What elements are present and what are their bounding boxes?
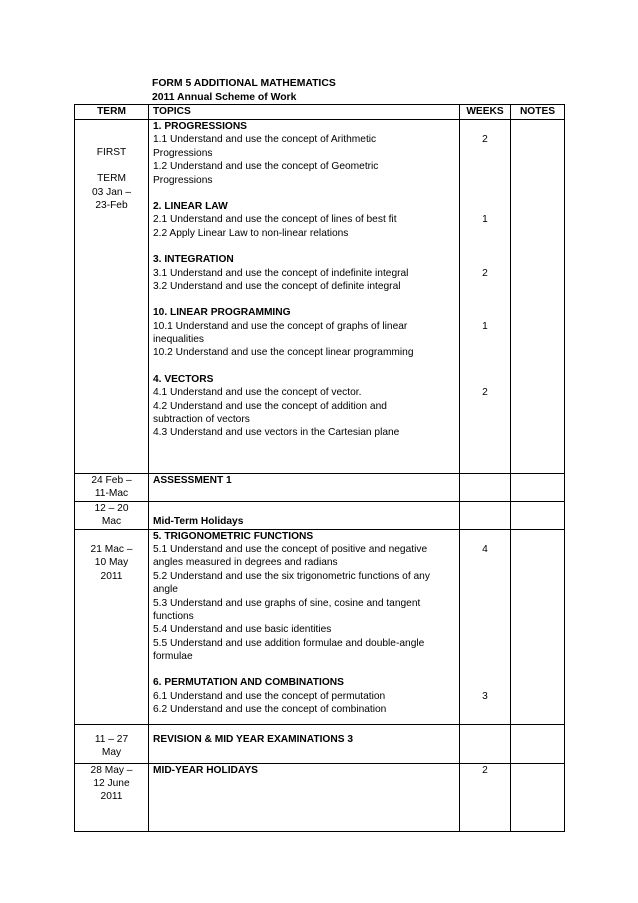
weeks-cell [460, 724, 511, 763]
weeks-value: 2 [482, 134, 488, 146]
weeks-cell [460, 474, 511, 502]
notes-cell [511, 724, 565, 763]
topic-line: 5.5 Understand and use addition formulae and double-angle [153, 637, 425, 649]
term-text: 28 May – [90, 764, 133, 776]
document-header [152, 77, 336, 105]
weeks-value: 2 [482, 764, 488, 776]
term-text: 21 Mac – [90, 543, 133, 555]
topic-line: 3.1 Understand and use the concept of indefinite integral [153, 267, 409, 279]
document-subtitle: 2011 Annual Scheme of Work [152, 92, 297, 103]
topic-line: angles measured in degrees and radians [153, 557, 338, 569]
term-cell [75, 501, 149, 529]
notes-cell [511, 501, 565, 529]
column-header-term: TERM [75, 105, 149, 120]
term-text: 23-Feb [95, 200, 128, 212]
topic-line: inequalities [153, 334, 204, 346]
column-header-weeks: WEEKS [460, 105, 511, 120]
topic-line: Progressions [153, 147, 213, 159]
term-text: 03 Jan – [91, 186, 132, 198]
table-row [75, 474, 565, 502]
term-text: 2011 [100, 791, 123, 803]
topic-heading: Mid-Term Holidays [153, 516, 244, 528]
topic-line: 5.3 Understand and use graphs of sine, cosine and tangent [153, 597, 421, 609]
topic-line: 4.1 Understand and use the concept of vector. [153, 387, 362, 399]
scheme-of-work-table [74, 104, 565, 832]
term-cell [75, 474, 149, 502]
topic-line: 10.1 Understand and use the concept of graphs of linear [153, 320, 408, 332]
topic-heading: 1. PROGRESSIONS [153, 121, 247, 132]
topic-line: 5.4 Understand and use basic identities [153, 624, 332, 636]
weeks-value: 1 [482, 320, 488, 332]
term-cell [75, 763, 149, 831]
topic-line: subtraction of vectors [153, 414, 250, 426]
topic-line: angle [153, 584, 178, 596]
weeks-cell [460, 501, 511, 529]
weeks-cell [460, 763, 511, 831]
topic-line: 2.2 Apply Linear Law to non-linear relations [153, 227, 349, 239]
topic-line: 1.1 Understand and use the concept of Arithmetic [153, 134, 377, 146]
term-text: 12 – 20 [94, 502, 129, 514]
weeks-value: 1 [482, 214, 488, 226]
table-row [75, 763, 565, 831]
topic-line: 4.3 Understand and use vectors in the Cartesian plane [153, 427, 400, 439]
table-row [75, 529, 565, 724]
topic-heading: 2. LINEAR LAW [153, 200, 228, 212]
table-header-row [75, 105, 565, 120]
topic-line: functions [153, 610, 194, 622]
topic-heading: 3. INTEGRATION [153, 254, 234, 266]
notes-cell [511, 474, 565, 502]
topic-line: 10.2 Understand and use the concept linear programming [153, 347, 414, 359]
term-text: 11 – 27 [94, 733, 129, 745]
topic-line: 3.2 Understand and use the concept of definite integral [153, 280, 401, 292]
topic-heading: 4. VECTORS [153, 373, 214, 385]
topic-heading: ASSESSMENT 1 [153, 475, 232, 486]
topic-line: 2.1 Understand and use the concept of lines of best fit [153, 214, 397, 226]
term-cell [75, 724, 149, 763]
topics-cell [149, 529, 460, 724]
notes-cell [511, 529, 565, 724]
term-text: 24 Feb – [91, 475, 132, 486]
topic-line: 5.1 Understand and use the concept of positive and negative [153, 543, 428, 555]
topic-line: 5.2 Understand and use the six trigonometric functions of any [153, 570, 430, 582]
term-text: May [101, 746, 122, 758]
topic-line: 6.2 Understand and use the concept of combination [153, 704, 387, 716]
topic-heading: 5. TRIGONOMETRIC FUNCTIONS [153, 530, 314, 542]
notes-cell [511, 120, 565, 474]
term-text: 10 May [94, 557, 129, 569]
term-text: FIRST [96, 147, 127, 158]
weeks-value: 4 [482, 543, 488, 555]
topics-cell [149, 120, 460, 474]
table-row [75, 501, 565, 529]
topic-line: 6.1 Understand and use the concept of permutation [153, 690, 386, 702]
table-row [75, 724, 565, 763]
term-text: Mac [101, 516, 122, 528]
notes-cell [511, 763, 565, 831]
term-text: 12 June [93, 777, 130, 789]
table-row [75, 120, 565, 474]
weeks-value: 3 [482, 690, 488, 702]
term-text: 11-Mac [94, 488, 129, 500]
term-cell [75, 120, 149, 474]
topic-heading: MID-YEAR HOLIDAYS [153, 764, 258, 776]
weeks-value: 2 [482, 267, 488, 279]
column-header-topics: TOPICS [149, 105, 460, 120]
topic-heading: REVISION & MID YEAR EXAMINATIONS 3 [153, 733, 354, 745]
topics-cell [149, 763, 460, 831]
weeks-cell [460, 529, 511, 724]
term-text: TERM [97, 173, 126, 185]
topic-line: Progressions [153, 174, 213, 186]
column-header-notes: NOTES [511, 105, 565, 120]
topic-heading: 6. PERMUTATION AND COMBINATIONS [153, 677, 344, 689]
term-text: 2011 [100, 570, 123, 582]
topics-cell [149, 501, 460, 529]
topic-heading: 10. LINEAR PROGRAMMING [153, 307, 291, 319]
topic-line: formulae [153, 651, 193, 663]
term-cell [75, 529, 149, 724]
topic-line: 4.2 Understand and use the concept of addition and [153, 400, 387, 412]
topics-cell [149, 474, 460, 502]
document-title: FORM 5 ADDITIONAL MATHEMATICS [152, 78, 336, 89]
topic-line: 1.2 Understand and use the concept of Geometric [153, 161, 379, 173]
weeks-value: 2 [482, 387, 488, 399]
topics-cell [149, 724, 460, 763]
weeks-cell [460, 120, 511, 474]
